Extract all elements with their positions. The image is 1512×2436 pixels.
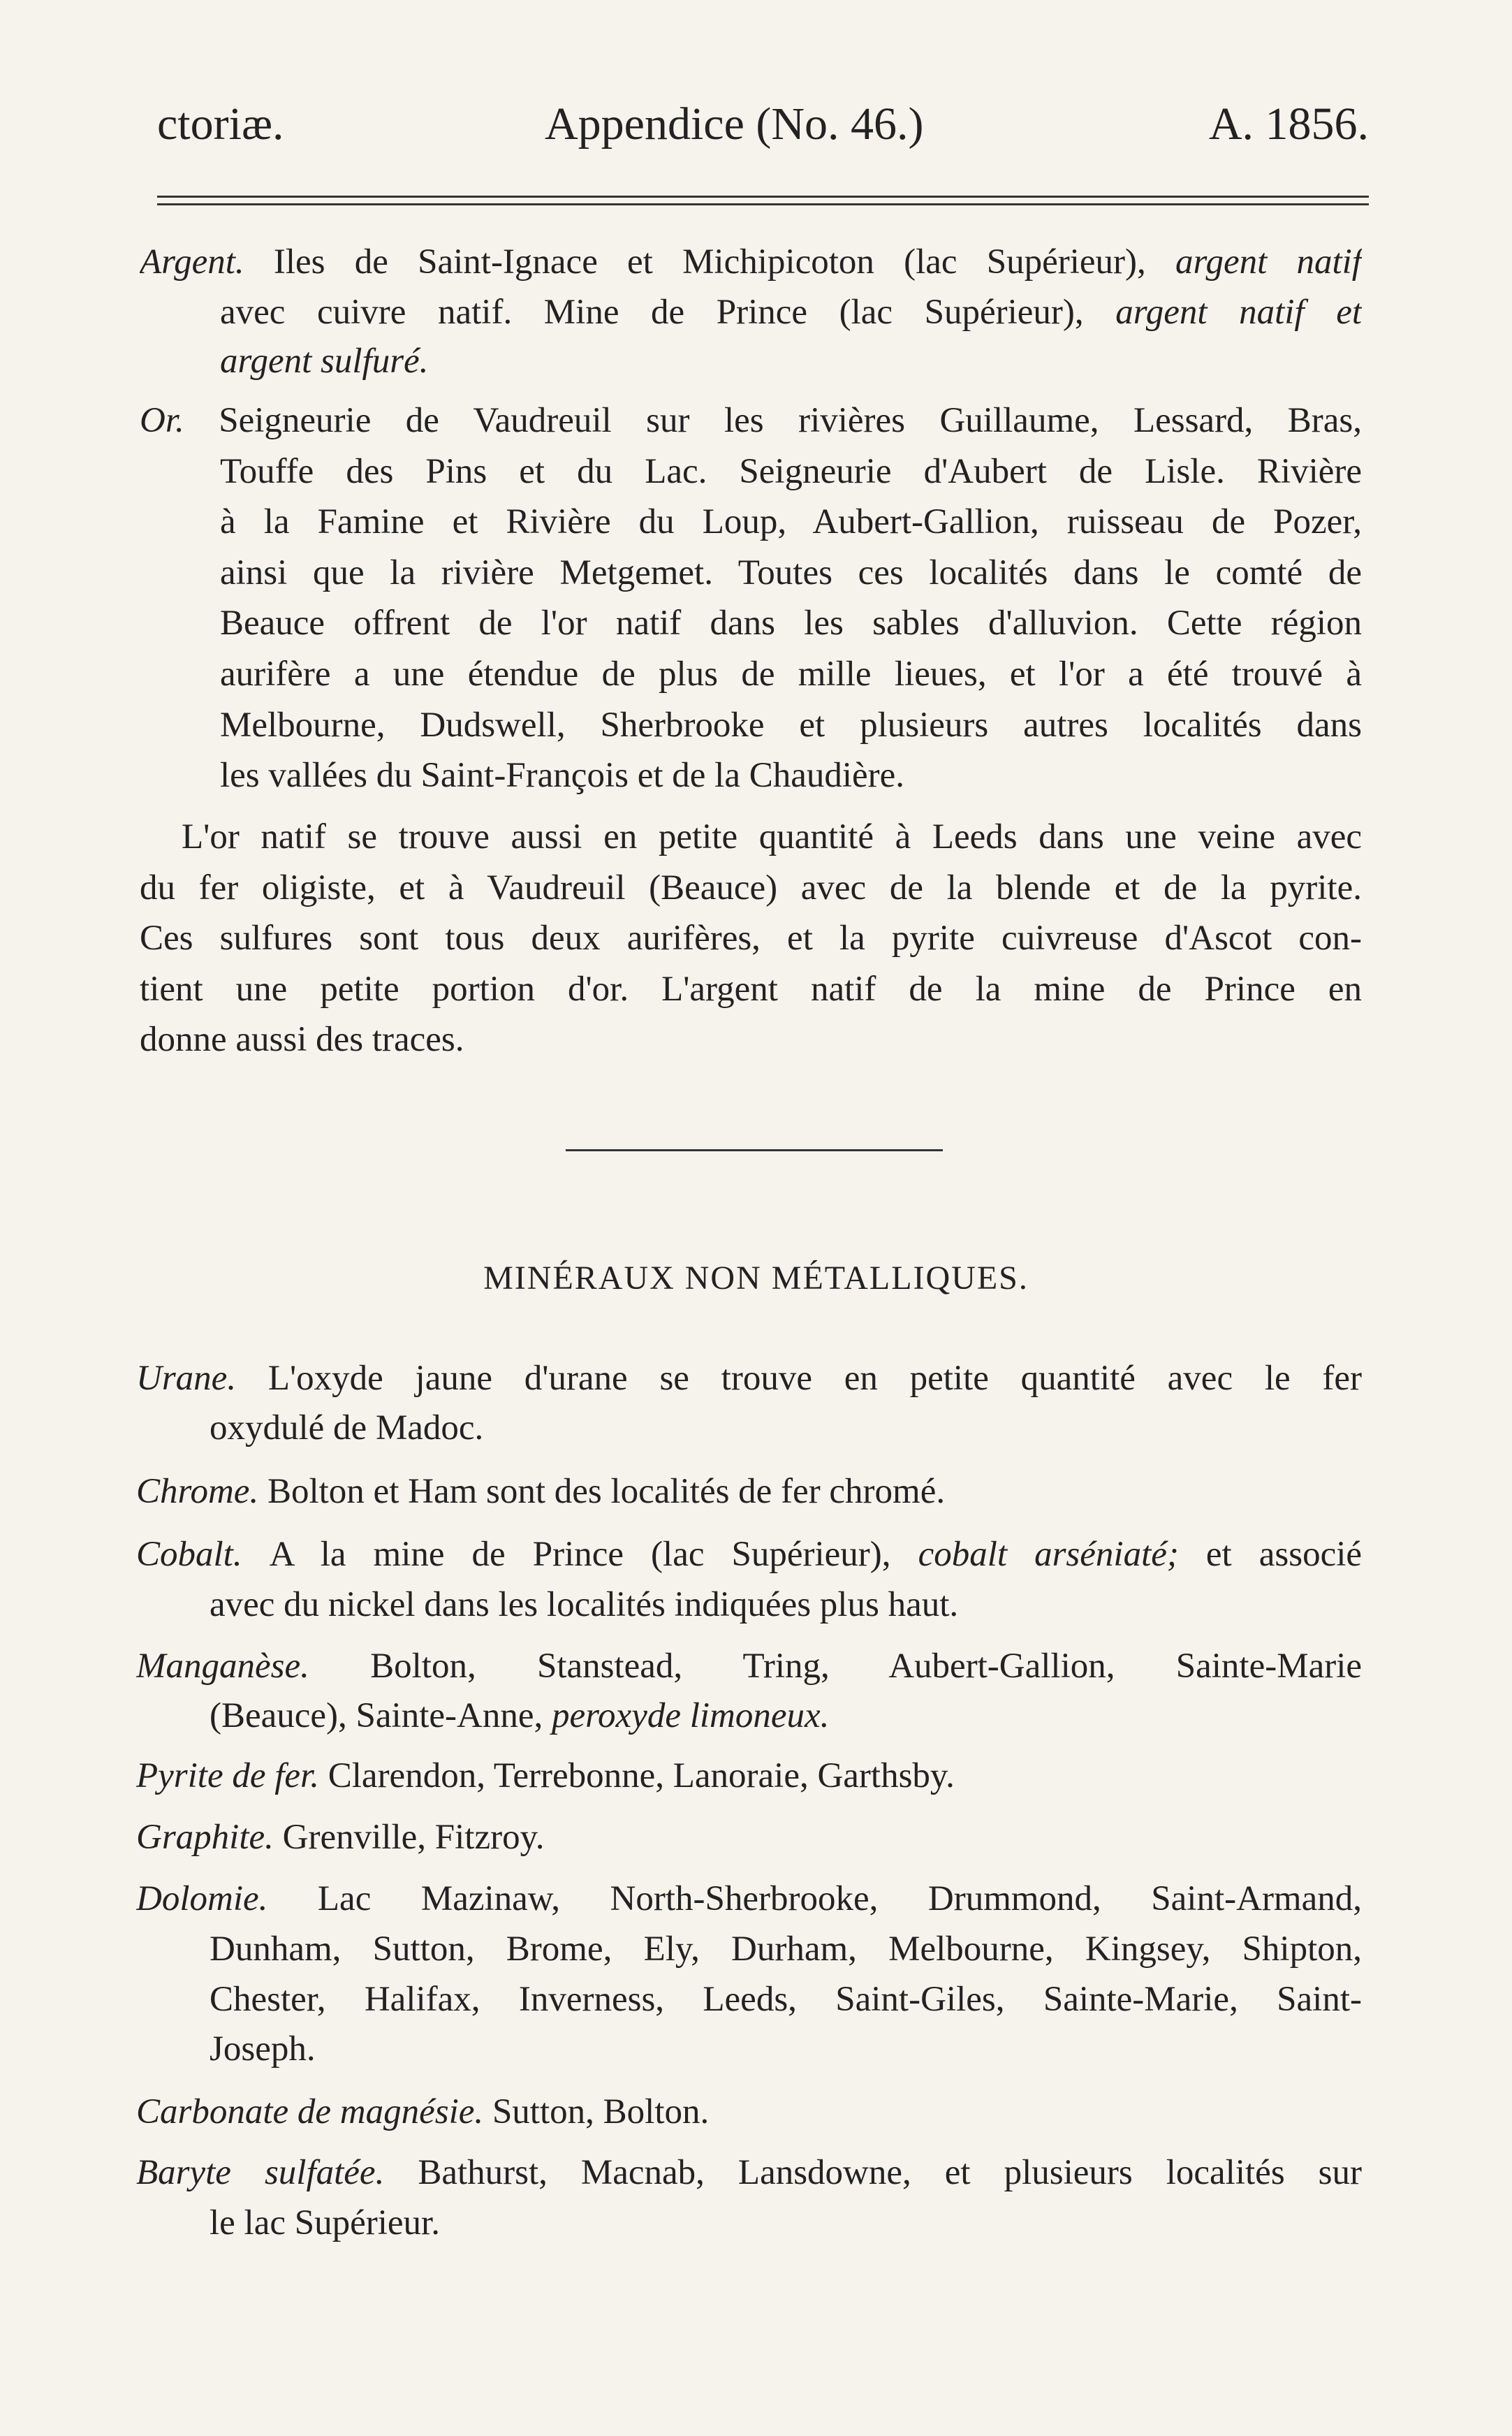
or-label: Or. [140,401,219,440]
or-line-1-text: Touffe des Pins et du Lac. Seigneurie d'Aubert de Lisle. Rivière [220,452,1362,491]
argent-line-0 [140,241,1362,283]
or-line-1 [220,451,1362,493]
entry-5-line-0-seg-0: Grenville, Fitzroy. [282,1818,545,1857]
entry-0-label: Urane. [136,1359,268,1398]
entry-8-line-0-seg-0: Bathurst, Macnab, Lansdowne, et plusieurs localités sur [418,2153,1362,2192]
argent-line-1-seg-1: argent natif et [1115,293,1362,332]
entry-3-line-1 [210,1695,829,1737]
paragraph-line-4 [140,1019,464,1060]
or-line-5-text: aurifère a une étendue de plus de mille lieues, et l'or a été trouvé à [220,655,1362,694]
or-line-4-text: Beauce offrent de l'or natif dans les sables d'alluvion. Cette région [220,604,1362,643]
entry-8-line-0 [136,2152,1362,2194]
entry-6-line-0-seg-0: Lac Mazinaw, North-Sherbrooke, Drummond, Saint-Armand, [317,1879,1362,1918]
paragraph-line-1-text: du fer oligiste, et à Vaudreuil (Beauce) avec de la blende et de la pyrite. [140,868,1362,907]
entry-2-line-0-seg-2: et associé [1178,1535,1362,1574]
entry-6-line-2-seg-0: Chester, Halifax, Inverness, Leeds, Saint-Giles, Sainte-Marie, Saint- [210,1980,1362,2019]
entry-3-line-1-seg-1: peroxyde limoneux. [551,1696,830,1735]
entry-0-line-0 [136,1357,1362,1399]
paragraph-line-0-text: L'or natif se trouve aussi en petite quantité à Leeds dans une veine avec [182,817,1362,856]
argent-line-0-seg-1: argent natif [1175,242,1362,282]
entry-5-line-0 [136,1816,545,1858]
entry-1-line-0 [136,1471,945,1512]
or-line-7-text: les vallées du Saint-François et de la Chaudière. [220,756,905,795]
entry-0-line-0-seg-0: L'oxyde jaune d'urane se trouve en petite quantité avec le fer [267,1359,1362,1398]
entry-1-label: Chrome. [136,1472,267,1511]
entry-0-line-1 [210,1407,483,1449]
paragraph-line-3 [140,968,1362,1010]
or-line-0 [140,400,1362,442]
header-year: A. 1856. [1208,99,1369,149]
or-line-3 [220,552,1362,594]
entry-2-line-1 [210,1584,958,1626]
argent-line-0-seg-0: Iles de Saint-Ignace et Michipicoton (lac Supérieur), [273,242,1175,282]
or-line-2-text: à la Famine et Rivière du Loup, Aubert-Gallion, ruisseau de Pozer, [220,502,1362,541]
or-line-7 [220,754,904,796]
argent-line-2-seg-0: argent sulfuré. [220,342,429,381]
or-line-6 [220,704,1362,746]
paragraph-line-0 [182,816,1362,858]
entry-3-line-0 [136,1645,1362,1687]
entry-6-label: Dolomie. [136,1879,318,1918]
entry-6-line-1-seg-0: Dunham, Sutton, Brome, Ely, Durham, Melbourne, Kingsey, Shipton, [210,1930,1362,1969]
entry-7-line-0 [136,2091,709,2133]
entry-5-label: Graphite. [136,1818,283,1857]
or-line-4 [220,602,1362,644]
or-line-2 [220,501,1362,543]
or-line-0-text: Seigneurie de Vaudreuil sur les rivières Guillaume, Lessard, Bras, [219,401,1362,440]
entry-6-line-2 [210,1978,1362,2020]
section-title: MINÉRAUX NON MÉTALLIQUES. [483,1260,1029,1297]
entry-1-line-0-seg-0: Bolton et Ham sont des localités de fer chromé. [267,1472,946,1511]
entry-2-line-0-seg-0: A la mine de Prince (lac Supérieur), [269,1535,918,1574]
paragraph-line-4-text: donne aussi des traces. [140,1020,464,1059]
section-separator [566,1149,943,1151]
header-left: ctoriæ. [157,99,284,149]
entry-2-line-0-seg-1: cobalt arséniaté; [918,1535,1179,1574]
argent-label: Argent. [140,242,274,282]
entry-8-line-1 [210,2202,440,2244]
header-double-rule [157,196,1369,205]
paragraph-line-2 [140,917,1362,959]
entry-6-line-0 [136,1878,1362,1920]
header-title: Appendice (No. 46.) [545,99,924,149]
entry-3-line-0-seg-0: Bolton, Stanstead, Tring, Aubert-Gallion, Sainte-Marie [370,1647,1362,1686]
entry-7-line-0-seg-0: Sutton, Bolton. [492,2092,710,2131]
paragraph-line-3-text: tient une petite portion d'or. L'argent natif de la mine de Prince en [140,970,1362,1009]
page-header [157,96,1369,152]
or-line-5 [220,653,1362,695]
paragraph-line-2-text: Ces sulfures sont tous deux aurifères, et la pyrite cuivreuse d'Ascot con- [140,919,1362,958]
entry-7-label: Carbonate de magnésie. [136,2092,492,2131]
entry-6-line-3-seg-0: Joseph. [210,2029,316,2069]
entry-3-line-1-seg-0: (Beauce), Sainte-Anne, [210,1696,552,1735]
entry-3-label: Manganèse. [136,1647,371,1686]
entry-4-label: Pyrite de fer. [136,1756,328,1795]
entry-6-line-1 [210,1928,1362,1970]
or-line-6-text: Melbourne, Dudswell, Sherbrooke et plusieurs autres localités dans [220,706,1362,745]
argent-line-1 [220,291,1362,333]
entry-2-line-0 [136,1533,1362,1575]
entry-0-line-1-seg-0: oxydulé de Madoc. [210,1408,484,1447]
paragraph-line-1 [140,867,1362,909]
or-line-3-text: ainsi que la rivière Metgemet. Toutes ces localités dans le comté de [220,553,1362,592]
entry-2-line-1-seg-0: avec du nickel dans les localités indiquées plus haut. [210,1585,959,1624]
entry-4-line-0 [136,1755,955,1797]
entry-8-line-1-seg-0: le lac Supérieur. [210,2203,440,2242]
entry-8-label: Baryte sulfatée. [136,2153,418,2192]
argent-line-2 [220,340,428,382]
argent-line-1-seg-0: avec cuivre natif. Mine de Prince (lac Supérieur), [220,293,1116,332]
entry-2-label: Cobalt. [136,1535,270,1574]
entry-4-line-0-seg-0: Clarendon, Terrebonne, Lanoraie, Garthsby. [328,1756,955,1795]
entry-6-line-3 [210,2028,316,2070]
